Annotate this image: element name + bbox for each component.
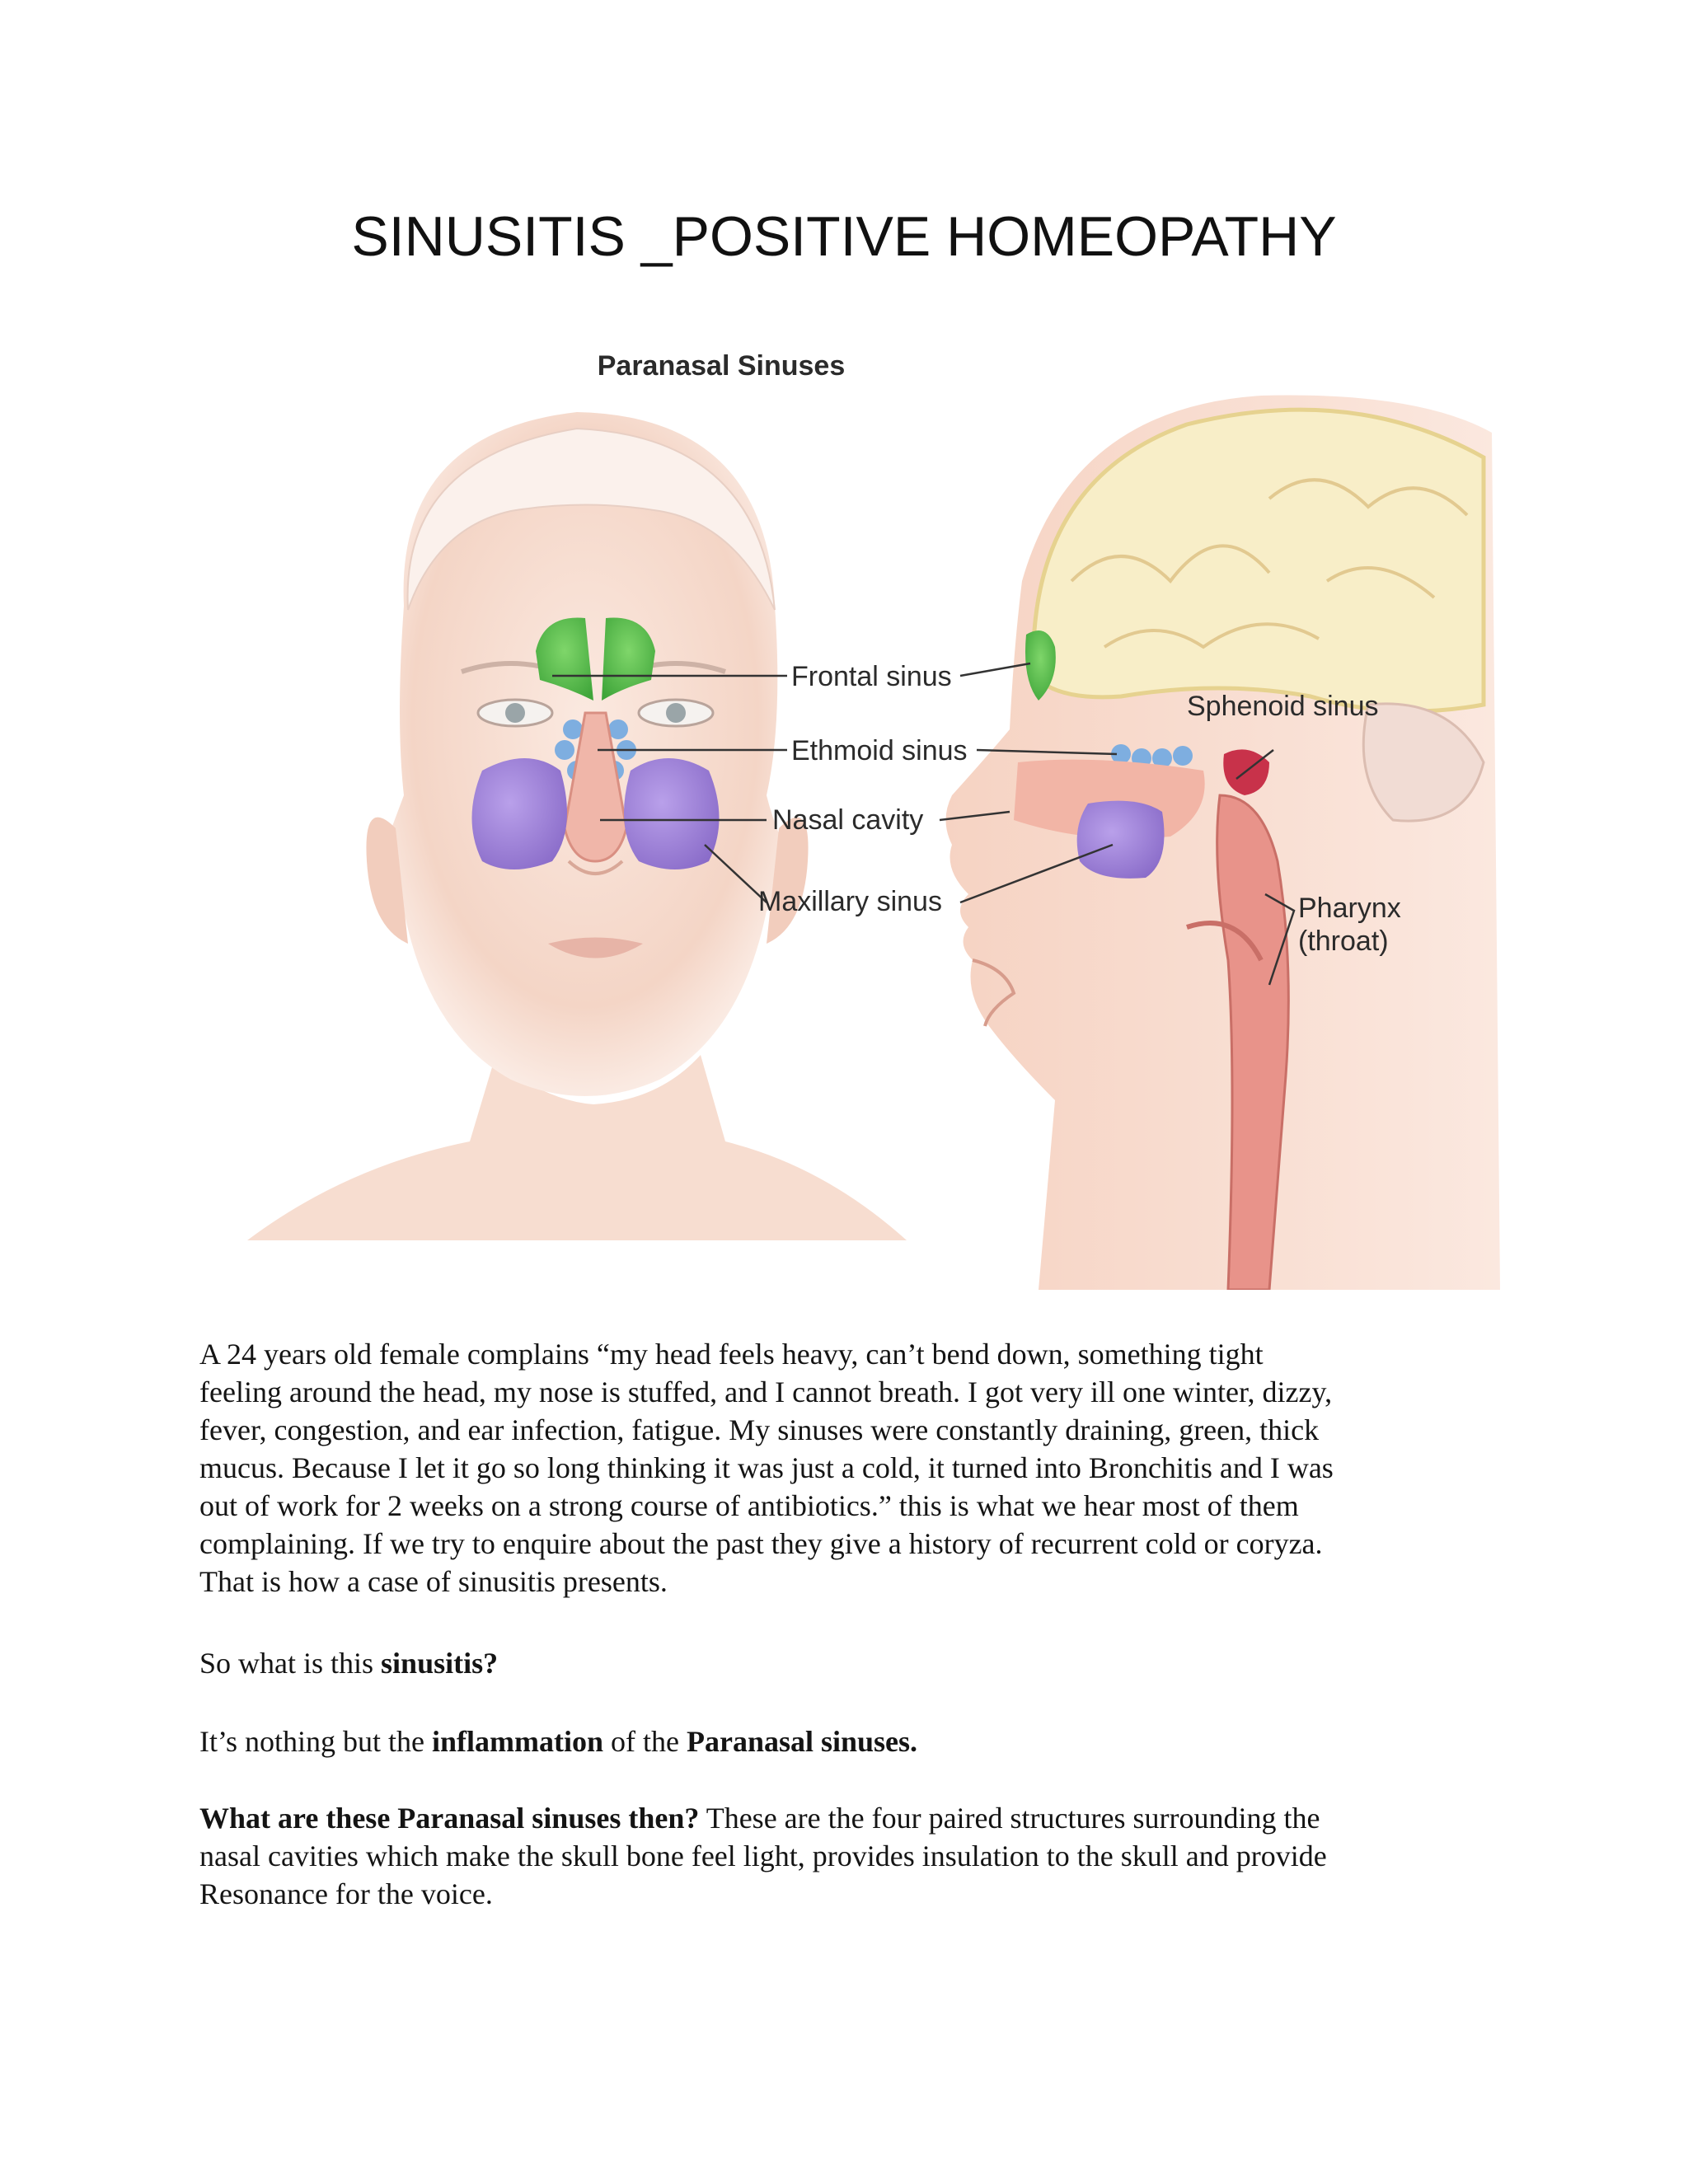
maxillary-sinus-left <box>472 758 568 869</box>
case-line: A 24 years old female complains “my head feels heavy, can’t bend down, something tight <box>199 1338 1264 1371</box>
case-line: complaining. If we try to enquire about the past they give a history of recurrent cold or coryza. <box>199 1527 1323 1560</box>
case-paragraph <box>199 1335 1456 1601</box>
question-paragraph <box>199 1644 1456 1682</box>
explanation-line1: These are the four paired structures surrounding the <box>699 1802 1320 1835</box>
definition-bold-inflammation: inflammation <box>432 1725 604 1758</box>
definition-middle: of the <box>603 1725 687 1758</box>
explanation-paragraph <box>199 1799 1456 1913</box>
label-pharynx: Pharynx <box>1298 893 1401 924</box>
explanation-line3: Resonance for the voice. <box>199 1877 493 1910</box>
label-throat: (throat) <box>1298 926 1389 957</box>
page-title: SINUSITIS _POSITIVE HOMEOPATHY <box>351 205 1337 268</box>
question-bold: sinusitis? <box>381 1647 499 1680</box>
definition-prefix: It’s nothing but the <box>199 1725 432 1758</box>
label-maxillary-sinus: Maxillary sinus <box>758 886 942 917</box>
figure-title: Paranasal Sinuses <box>597 350 846 382</box>
side-head <box>946 396 1501 1290</box>
maxillary-sinus-side <box>1077 801 1165 879</box>
case-line: feeling around the head, my nose is stuffed, and I cannot breath. I got very ill one winter, dizzy, <box>199 1376 1333 1408</box>
label-sphenoid-sinus: Sphenoid sinus <box>1187 691 1379 722</box>
label-nasal-cavity: Nasal cavity <box>772 804 924 836</box>
label-ethmoid-sinus: Ethmoid sinus <box>791 735 968 766</box>
question-prefix: So what is this <box>199 1647 382 1680</box>
explanation-line2: nasal cavities which make the skull bone feel light, provides insulation to the skull and provide <box>199 1840 1327 1872</box>
definition-paragraph <box>199 1722 1456 1760</box>
case-line: That is how a case of sinusitis presents. <box>199 1565 668 1598</box>
case-line: fever, congestion, and ear infection, fatigue. My sinuses were constantly draining, green, thick <box>199 1413 1320 1446</box>
definition-bold-sinuses: Paranasal sinuses. <box>686 1725 918 1758</box>
explanation-bold: What are these Paranasal sinuses then? <box>199 1802 700 1835</box>
case-line: out of work for 2 weeks on a strong course of antibiotics.” this is what we hear most of them <box>199 1489 1299 1522</box>
paranasal-sinuses-illustration <box>198 334 1500 1290</box>
case-line: mucus. Because I let it go so long thinking it was just a cold, it turned into Bronchitis and I was <box>199 1451 1334 1484</box>
maxillary-sinus-right <box>624 758 720 869</box>
label-frontal-sinus: Frontal sinus <box>791 661 952 692</box>
anatomy-figure <box>198 334 1500 1290</box>
